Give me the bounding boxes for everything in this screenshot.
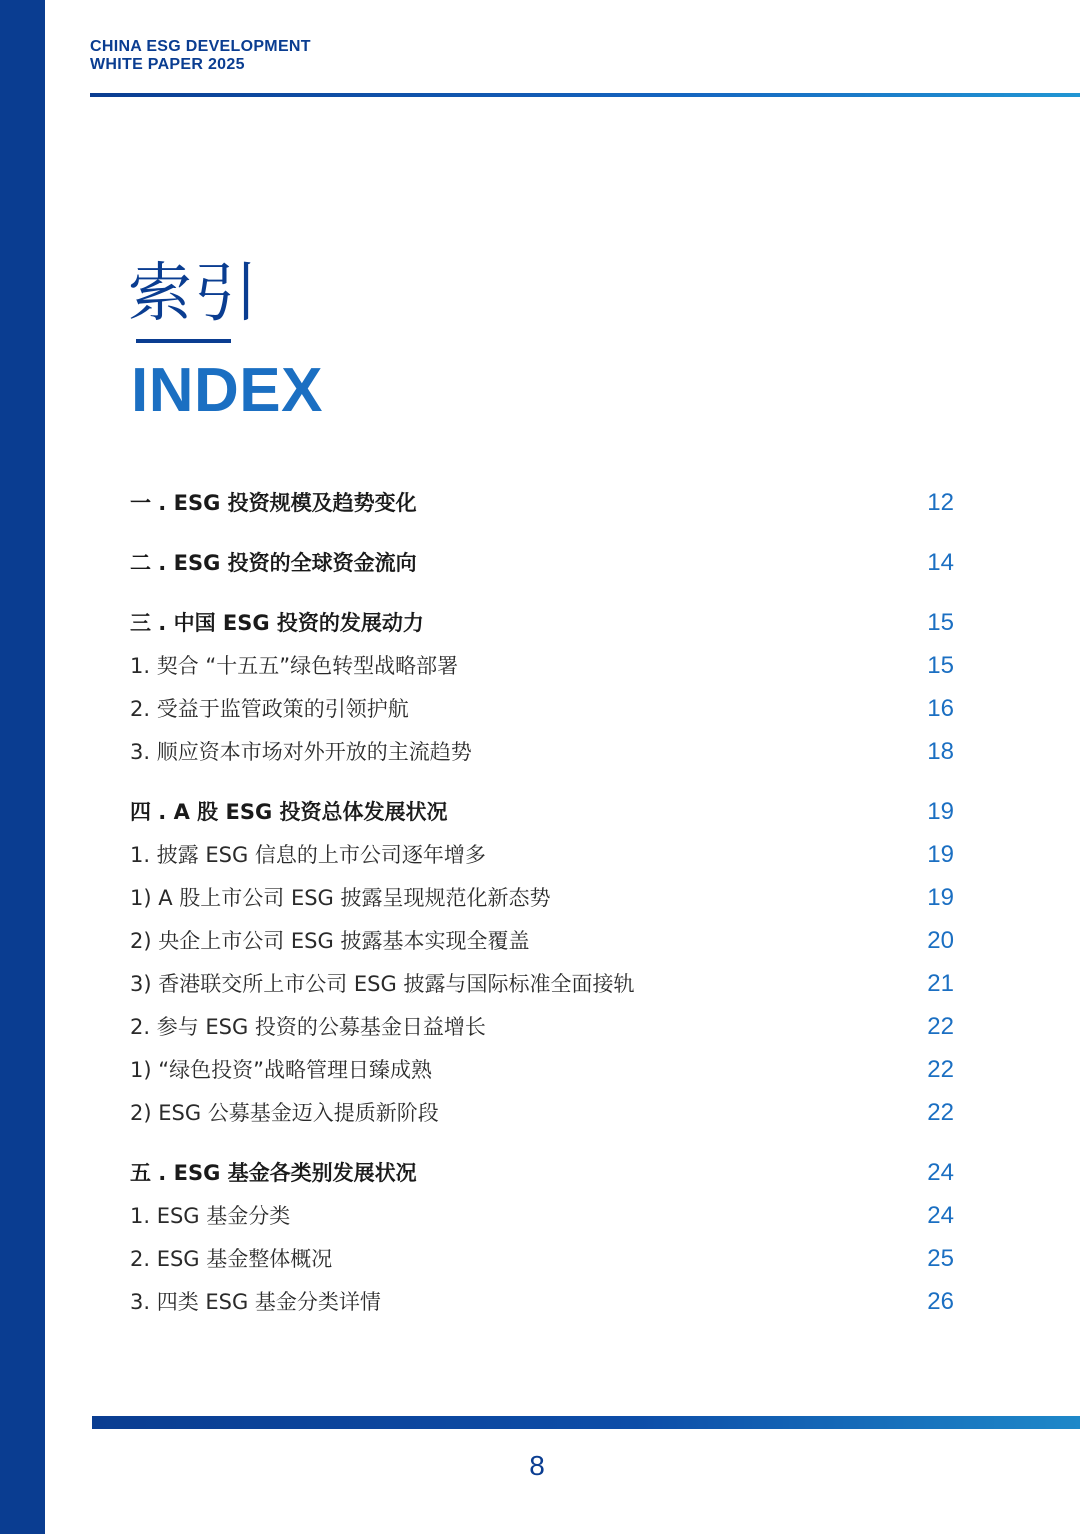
toc-entry-page: 21 bbox=[927, 970, 954, 997]
toc-entry[interactable] bbox=[130, 1053, 954, 1087]
toc-entry-label: 3. 顺应资本市场对外开放的主流趋势 bbox=[130, 740, 472, 764]
toc-entry-label: 3. 四类 ESG 基金分类详情 bbox=[130, 1290, 381, 1314]
toc-entry-page: 16 bbox=[927, 695, 954, 722]
toc-entry[interactable] bbox=[130, 606, 954, 640]
toc-entry[interactable] bbox=[130, 838, 954, 872]
title-underline bbox=[136, 339, 231, 343]
toc-entry-page: 14 bbox=[927, 549, 954, 576]
toc-entry-label: 1) “绿色投资”战略管理日臻成熟 bbox=[130, 1058, 432, 1082]
toc-entry-label: 1. ESG 基金分类 bbox=[130, 1204, 291, 1228]
toc-entry[interactable] bbox=[130, 649, 954, 683]
toc-entry[interactable] bbox=[130, 881, 954, 915]
toc-entry-page: 24 bbox=[927, 1202, 954, 1229]
toc-entry-label: 1. 契合 “十五五”绿色转型战略部署 bbox=[130, 654, 459, 678]
toc-entry-page: 19 bbox=[927, 884, 954, 911]
toc-entry-label: 2. 受益于监管政策的引领护航 bbox=[130, 697, 409, 721]
document-header bbox=[90, 38, 311, 74]
toc-entry[interactable] bbox=[130, 1199, 954, 1233]
toc-entry-label: 2) 央企上市公司 ESG 披露基本实现全覆盖 bbox=[130, 929, 530, 953]
toc-entry-page: 25 bbox=[927, 1245, 954, 1272]
toc-entry[interactable] bbox=[130, 1156, 954, 1190]
header-line-1: CHINA ESG DEVELOPMENT bbox=[90, 38, 311, 55]
page-title-english: INDEX bbox=[131, 356, 323, 425]
toc-entry[interactable] bbox=[130, 735, 954, 769]
toc-entry-label: 3) 香港联交所上市公司 ESG 披露与国际标准全面接轨 bbox=[130, 972, 635, 996]
toc-entry-page: 19 bbox=[927, 798, 954, 825]
toc-entry-label: 四 . A 股 ESG 投资总体发展状况 bbox=[130, 800, 448, 824]
header-line-2: WHITE PAPER 2025 bbox=[90, 56, 245, 73]
toc-entry[interactable] bbox=[130, 1096, 954, 1130]
toc-entry-label: 三 . 中国 ESG 投资的发展动力 bbox=[130, 611, 424, 635]
toc-entry-page: 19 bbox=[927, 841, 954, 868]
toc-entry-label: 二 . ESG 投资的全球资金流向 bbox=[130, 551, 417, 575]
toc-entry-label: 1) A 股上市公司 ESG 披露呈现规范化新态势 bbox=[130, 886, 551, 910]
toc-entry-page: 15 bbox=[927, 609, 954, 636]
toc-entry-label: 2. 参与 ESG 投资的公募基金日益增长 bbox=[130, 1015, 486, 1039]
footer-bar bbox=[92, 1416, 1080, 1429]
toc-entry-page: 22 bbox=[927, 1099, 954, 1126]
toc-entry-page: 22 bbox=[927, 1056, 954, 1083]
toc-entry[interactable] bbox=[130, 1010, 954, 1044]
toc-entry[interactable] bbox=[130, 967, 954, 1001]
toc-entry[interactable] bbox=[130, 924, 954, 958]
toc-entry-page: 12 bbox=[927, 489, 954, 516]
toc-entry-page: 26 bbox=[927, 1288, 954, 1315]
page-title-chinese: 索引 bbox=[128, 257, 260, 331]
left-accent-bar bbox=[0, 0, 45, 1534]
toc-entry[interactable] bbox=[130, 795, 954, 829]
toc-entry-page: 20 bbox=[927, 927, 954, 954]
toc-entry-label: 2) ESG 公募基金迈入提质新阶段 bbox=[130, 1101, 439, 1125]
toc-entry[interactable] bbox=[130, 1242, 954, 1276]
header-divider bbox=[90, 93, 1080, 97]
toc-entry-page: 15 bbox=[927, 652, 954, 679]
toc-entry-label: 一 . ESG 投资规模及趋势变化 bbox=[130, 491, 417, 515]
toc-entry-page: 22 bbox=[927, 1013, 954, 1040]
toc-entry[interactable] bbox=[130, 546, 954, 580]
page-number: 8 bbox=[529, 1450, 545, 1481]
toc-entry[interactable] bbox=[130, 1285, 954, 1319]
toc-entry[interactable] bbox=[130, 486, 954, 520]
toc-entry[interactable] bbox=[130, 692, 954, 726]
toc-entry-page: 18 bbox=[927, 738, 954, 765]
toc-entry-page: 24 bbox=[927, 1159, 954, 1186]
toc-entry-label: 2. ESG 基金整体概况 bbox=[130, 1247, 333, 1271]
toc-entry-label: 五 . ESG 基金各类别发展状况 bbox=[130, 1161, 417, 1185]
toc-entry-label: 1. 披露 ESG 信息的上市公司逐年增多 bbox=[130, 843, 486, 867]
